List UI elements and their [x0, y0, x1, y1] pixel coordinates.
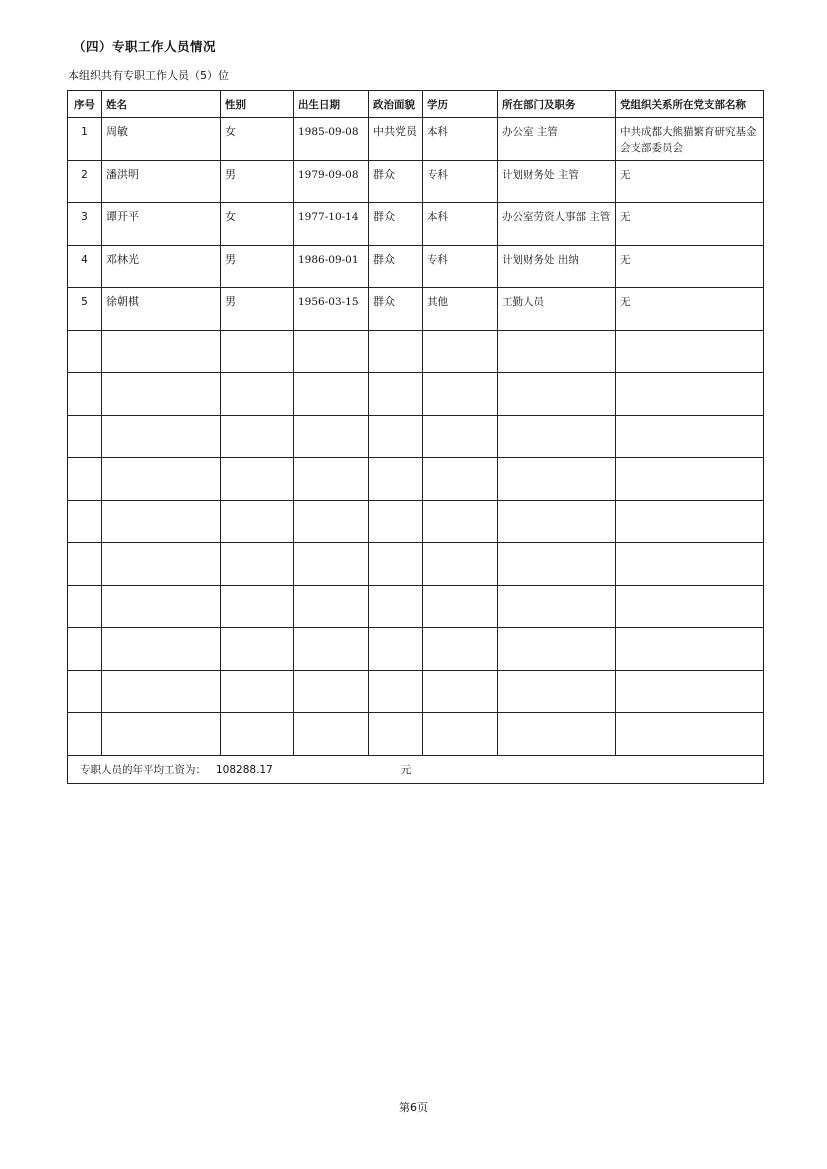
page-number: 第6页	[399, 1101, 428, 1114]
cell-department-position: 办公室劳资人事部 主管	[498, 203, 616, 246]
cell-no: 4	[68, 245, 102, 288]
cell-gender: 男	[221, 245, 294, 288]
header-education: 学历	[423, 91, 498, 118]
section-title: （四）专职工作人员情况	[73, 39, 217, 54]
header-birth-date: 出生日期	[294, 91, 369, 118]
average-salary-value: 108288.17	[216, 763, 273, 776]
cell-name: 谭开平	[102, 203, 221, 246]
header-gender: 性别	[221, 91, 294, 118]
empty-table-row	[68, 415, 764, 458]
cell-party-branch: 无	[616, 203, 764, 246]
cell-political-status: 中共党员	[369, 118, 423, 161]
cell-party-branch: 无	[616, 245, 764, 288]
staff-table	[67, 90, 764, 784]
cell-birth-date: 1977-10-14	[294, 203, 369, 246]
cell-name: 邓林光	[102, 245, 221, 288]
empty-table-row	[68, 373, 764, 416]
table-row	[68, 288, 764, 331]
table-row	[68, 203, 764, 246]
cell-department-position: 计划财务处 主管	[498, 160, 616, 203]
cell-education: 本科	[423, 203, 498, 246]
cell-party-branch: 无	[616, 288, 764, 331]
cell-name: 徐朝棋	[102, 288, 221, 331]
empty-table-row	[68, 330, 764, 373]
header-department-position: 所在部门及职务	[498, 91, 616, 118]
empty-table-row	[68, 628, 764, 671]
empty-table-row	[68, 458, 764, 501]
cell-department-position: 工勤人员	[498, 288, 616, 331]
cell-name: 周敏	[102, 118, 221, 161]
header-political-status: 政治面貌	[369, 91, 423, 118]
cell-birth-date: 1986-09-01	[294, 245, 369, 288]
cell-party-branch: 无	[616, 160, 764, 203]
cell-no: 5	[68, 288, 102, 331]
cell-political-status: 群众	[369, 160, 423, 203]
cell-gender: 男	[221, 288, 294, 331]
cell-political-status: 群众	[369, 288, 423, 331]
table-row	[68, 118, 764, 161]
cell-birth-date: 1979-09-08	[294, 160, 369, 203]
cell-political-status: 群众	[369, 203, 423, 246]
empty-table-row	[68, 670, 764, 713]
table-row	[68, 160, 764, 203]
empty-table-row	[68, 585, 764, 628]
average-salary-unit: 元	[400, 763, 412, 776]
cell-no: 1	[68, 118, 102, 161]
table-header-row	[68, 91, 764, 118]
cell-birth-date: 1985-09-08	[294, 118, 369, 161]
cell-gender: 女	[221, 118, 294, 161]
empty-table-row	[68, 500, 764, 543]
cell-gender: 女	[221, 203, 294, 246]
cell-education: 其他	[423, 288, 498, 331]
staff-count-summary: 本组织共有专职工作人员（5）位	[68, 69, 229, 82]
cell-education: 专科	[423, 160, 498, 203]
average-salary-cell	[68, 755, 764, 783]
table-row	[68, 245, 764, 288]
cell-party-branch: 中共成都大熊猫繁育研究基金会支部委员会	[616, 118, 764, 161]
cell-department-position: 办公室 主管	[498, 118, 616, 161]
cell-gender: 男	[221, 160, 294, 203]
cell-education: 本科	[423, 118, 498, 161]
empty-table-row	[68, 713, 764, 756]
header-party-branch: 党组织关系所在党支部名称	[616, 91, 764, 118]
cell-department-position: 计划财务处 出纳	[498, 245, 616, 288]
cell-name: 潘洪明	[102, 160, 221, 203]
header-name: 姓名	[102, 91, 221, 118]
cell-birth-date: 1956-03-15	[294, 288, 369, 331]
average-salary-label: 专职人员的年平均工资为：	[80, 763, 206, 776]
header-no: 序号	[68, 91, 102, 118]
empty-table-row	[68, 543, 764, 586]
cell-education: 专科	[423, 245, 498, 288]
cell-political-status: 群众	[369, 245, 423, 288]
cell-no: 3	[68, 203, 102, 246]
salary-footer-row	[68, 755, 764, 783]
cell-no: 2	[68, 160, 102, 203]
